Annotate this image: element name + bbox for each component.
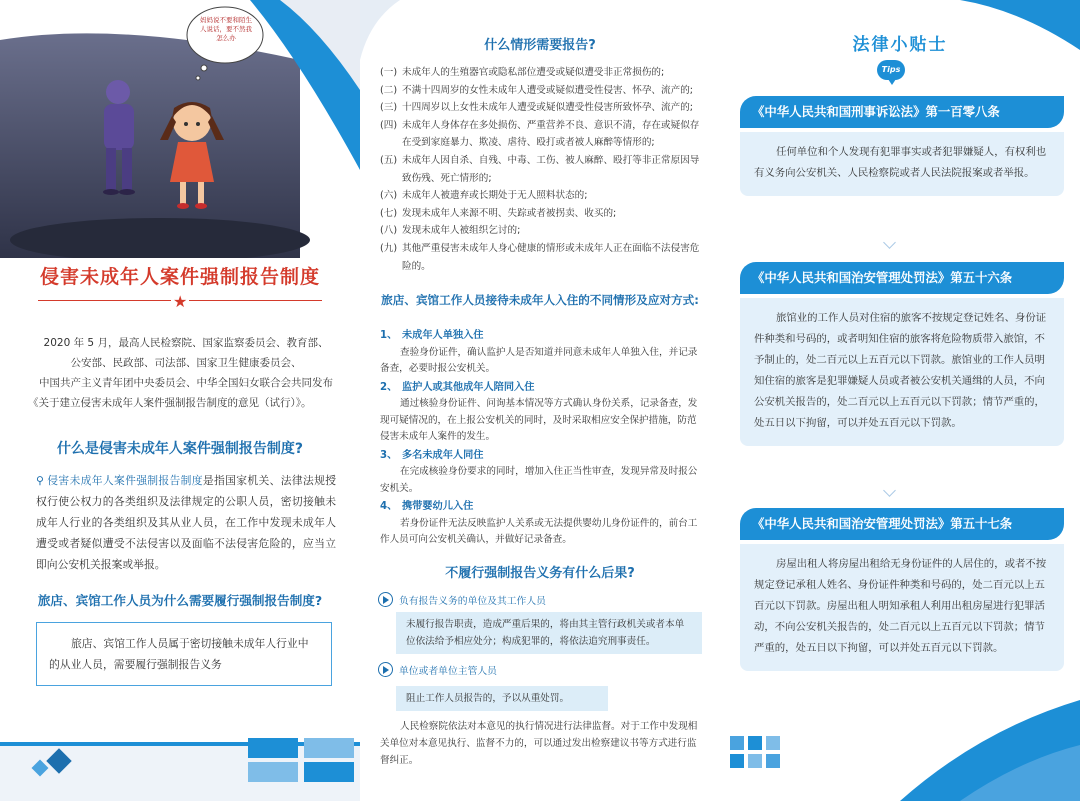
section-heading-situations: 什么情形需要报告? <box>484 38 596 53</box>
item-text: 发现未成年人来源不明、失踪或者被拐卖、收买的; <box>402 207 617 219</box>
hotel-item <box>380 380 702 446</box>
list-item <box>380 117 702 152</box>
section-heading-consequences: 不履行强制报告义务有什么后果? <box>445 566 635 581</box>
item-number: (一) <box>380 67 398 78</box>
hotel-item-title-row <box>380 448 702 465</box>
decorative-blue-blocks <box>0 690 360 801</box>
consequence-2-box <box>396 686 608 711</box>
item-number: (七) <box>380 207 398 219</box>
tips-title: 法律小贴士 <box>852 35 948 55</box>
consequence-1-text: 未履行报告职责，造成严重后果的，将由其主管行政机关或者本单位依法给予相应处分；构成犯罪的，将依法追究刑事责任。 <box>406 619 685 647</box>
item-number: (八) <box>380 225 398 237</box>
hotel-item <box>380 448 702 498</box>
hotel-item-title: 未成年人单独入住 <box>402 330 484 341</box>
item-text: 未成年人身体存在多处损伤、严重营养不良、意识不清，存在或疑似存在受到家庭暴力、欺凌、虐待、殴打或者被人麻醉等情形的; <box>402 119 700 149</box>
item-number: (二) <box>380 84 398 96</box>
hotel-obligation-box <box>36 622 332 686</box>
list-item <box>380 222 702 240</box>
hotel-item-title: 多名未成年人同住 <box>402 449 484 461</box>
play-icon <box>378 662 393 677</box>
hotel-item-number: 4、 <box>380 501 398 512</box>
hotel-item <box>380 328 702 378</box>
item-number: (九) <box>380 242 398 254</box>
law-card <box>740 96 1064 196</box>
hotel-item-number: 1、 <box>380 330 398 341</box>
law-card-body: 房屋出租人将房屋出租给无身份证件的人居住的，或者不按规定登记承租人姓名、身份证件种类和号码的，处二百元以上五百元以下罚款。房屋出租人明知承租人利用出租房屋进行犯罪活动，不向公安机关报告的，处二百元以上五百元以下罚款；情节严重的，处五日以下拘留，可以并处五百元以下罚款。 <box>740 544 1064 671</box>
hotel-item-body: 查验身份证件，确认监护人是否知道并同意未成年人单独入住，并记录备查，必要时报公安机关。 <box>380 346 698 374</box>
hotel-item-title-row <box>380 328 702 345</box>
item-number: (三) <box>380 102 398 114</box>
item-text: 发现未成年人被组织乞讨的; <box>402 225 521 237</box>
consequence-1-label-row <box>378 592 546 607</box>
list-item <box>380 205 702 223</box>
list-item <box>380 187 702 205</box>
tips-badge: Tips <box>877 60 905 80</box>
hotel-item-body: 在完成核验身份要求的同时，增加入住正当性审查，发现异常及时报公安机关。 <box>380 466 698 494</box>
hotel-item-body: 通过核验身份证件、问询基本情况等方式确认身份关系，记录备查，发现可疑情况的，在上报公安机关的同时，及时采取相应安全保护措施，防范侵害未成年人案件的发生。 <box>380 398 698 442</box>
item-text: 其他严重侵害未成年人身心健康的情形或未成年人正在面临不法侵害危险的。 <box>402 242 700 272</box>
item-number: (六) <box>380 190 398 202</box>
law-card-header: 《中华人民共和国治安管理处罚法》第五十七条 <box>740 508 1064 540</box>
supervision-note: 人民检察院依法对本意见的执行情况进行法律监督。对于工作中发现相关单位对本意见执行、监督不力的，可以通过发出检察建议书等方式进行监督纠正。 <box>380 721 698 766</box>
hotel-item-title-row <box>380 499 702 516</box>
illustration-stranger-and-girl <box>0 0 360 258</box>
item-text: 未成年人被遗弃或长期处于无人照料状态的; <box>402 190 588 202</box>
law-card-header: 《中华人民共和国治安管理处罚法》第五十六条 <box>740 262 1064 294</box>
item-text: 十四周岁以上女性未成年人遭受或疑似遭受性侵害所致怀孕、流产的; <box>402 102 694 114</box>
decorative-blue-wave <box>720 640 1080 801</box>
intro-line: 中国共产主义青年团中央委员会、中华全国妇女联合会共同发布 <box>39 377 333 389</box>
consequence-1-box <box>396 612 702 654</box>
section-heading-hotel-handling: 旅店、宾馆工作人员接待未成年人入住的不同情形及应对方式: <box>381 293 699 307</box>
hotel-item-title: 监护人或其他成年人陪同入住 <box>402 381 535 393</box>
item-text: 未成年人因自杀、自残、中毒、工伤、被人麻醉、殴打等非正常原因导致伤残、死亡情形的; <box>402 154 700 184</box>
hotel-item-title-row <box>380 380 702 397</box>
consequence-2-text: 阻止工作人员报告的，予以从重处罚。 <box>406 693 570 704</box>
item-text: 不满十四周岁的女性未成年人遭受或疑似遭受性侵害、怀孕、流产的; <box>402 84 694 96</box>
intro-paragraph <box>28 333 336 413</box>
play-icon <box>378 592 393 607</box>
left-panel <box>0 0 360 801</box>
star-icon: ★ <box>173 292 188 311</box>
intro-line: 公安部、民政部、司法部、国家卫生健康委员会、 <box>70 357 302 369</box>
hotel-obligation-text: 旅店、宾馆工作人员属于密切接触未成年人行业中的从业人员，需要履行强制报告义务 <box>49 637 309 671</box>
list-item <box>380 152 702 187</box>
item-text: 未成年人的生殖器官或隐私部位遭受或疑似遭受非正常损伤的; <box>402 67 665 78</box>
situations-list <box>380 64 702 275</box>
law-card <box>740 262 1064 446</box>
middle-panel <box>360 0 720 801</box>
item-number: (四) <box>380 119 398 131</box>
search-icon: ⚲ <box>36 474 44 487</box>
hotel-item <box>380 499 702 549</box>
list-item <box>380 240 702 275</box>
definition-paragraph <box>36 470 336 575</box>
item-number: (五) <box>380 154 398 166</box>
section-heading-why-hotel: 旅店、宾馆工作人员为什么需要履行强制报告制度? <box>37 593 323 608</box>
intro-line: 《关于建立侵害未成年人案件强制报告制度的意见（试行）》。 <box>28 397 312 409</box>
consequence-2-label: 单位或者单位主管人员 <box>399 665 497 677</box>
definition-term: 侵害未成年人案件强制报告制度 <box>46 474 203 487</box>
hotel-item-number: 3、 <box>380 449 398 461</box>
chevron-down-icon <box>883 238 897 246</box>
right-panel <box>720 0 1080 801</box>
section-heading-what-is: 什么是侵害未成年人案件强制报告制度? <box>56 441 304 457</box>
law-card-body: 任何单位和个人发现有犯罪事实或者犯罪嫌疑人，有权利也有义务向公安机关、人民检察院或者人民法院报案或者举报。 <box>740 132 1064 196</box>
chevron-down-icon <box>883 486 897 494</box>
hotel-item-body: 若身份证件无法反映监护人关系或无法提供婴幼儿身份证件的，前台工作人员可向公安机关确认，并做好记录备查。 <box>380 517 698 545</box>
list-item <box>380 99 702 117</box>
page-title: 侵害未成年人案件强制报告制度 <box>39 266 320 288</box>
law-card-body: 旅馆业的工作人员对住宿的旅客不按规定登记姓名、身份证件种类和号码的，或者明知住宿的旅客将危险物质带入旅馆，不予制止的，处二百元以上五百元以下罚款。旅馆业的工作人员明知住宿的旅客是犯罪嫌疑人员或者被公安机关通缉的人员，不向公安机关报告的，处二百元以上五百元以下罚款；情节严重的，处五日以下拘留，可以并处五百元以下罚款。 <box>740 298 1064 446</box>
consequence-2-label-row <box>378 662 497 677</box>
consequence-1-label: 负有报告义务的单位及其工作人员 <box>399 595 546 607</box>
list-item <box>380 82 702 100</box>
speech-bubble-text: 妈妈说不要和陌生人说话，要不然我怎么办 <box>200 16 252 42</box>
definition-body: 是指国家机关、法律法规授权行使公权力的各类组织及法律规定的公职人员，密切接触未成年人行业的各类组织及其从业人员，在工作中发现未成年人遭受或者疑似遭受不法侵害以及面临不法侵害危险的，应当立即向公安机关报案或举报。 <box>36 474 337 571</box>
list-item <box>380 64 702 82</box>
hotel-handling-list <box>380 326 702 549</box>
law-card-header: 《中华人民共和国刑事诉讼法》第一百零八条 <box>740 96 1064 128</box>
hotel-item-title: 携带婴幼儿入住 <box>402 501 474 512</box>
intro-line: 2020 年 5 月，最高人民检察院、国家监察委员会、教育部、 <box>43 337 329 349</box>
hotel-item-number: 2、 <box>380 381 398 393</box>
